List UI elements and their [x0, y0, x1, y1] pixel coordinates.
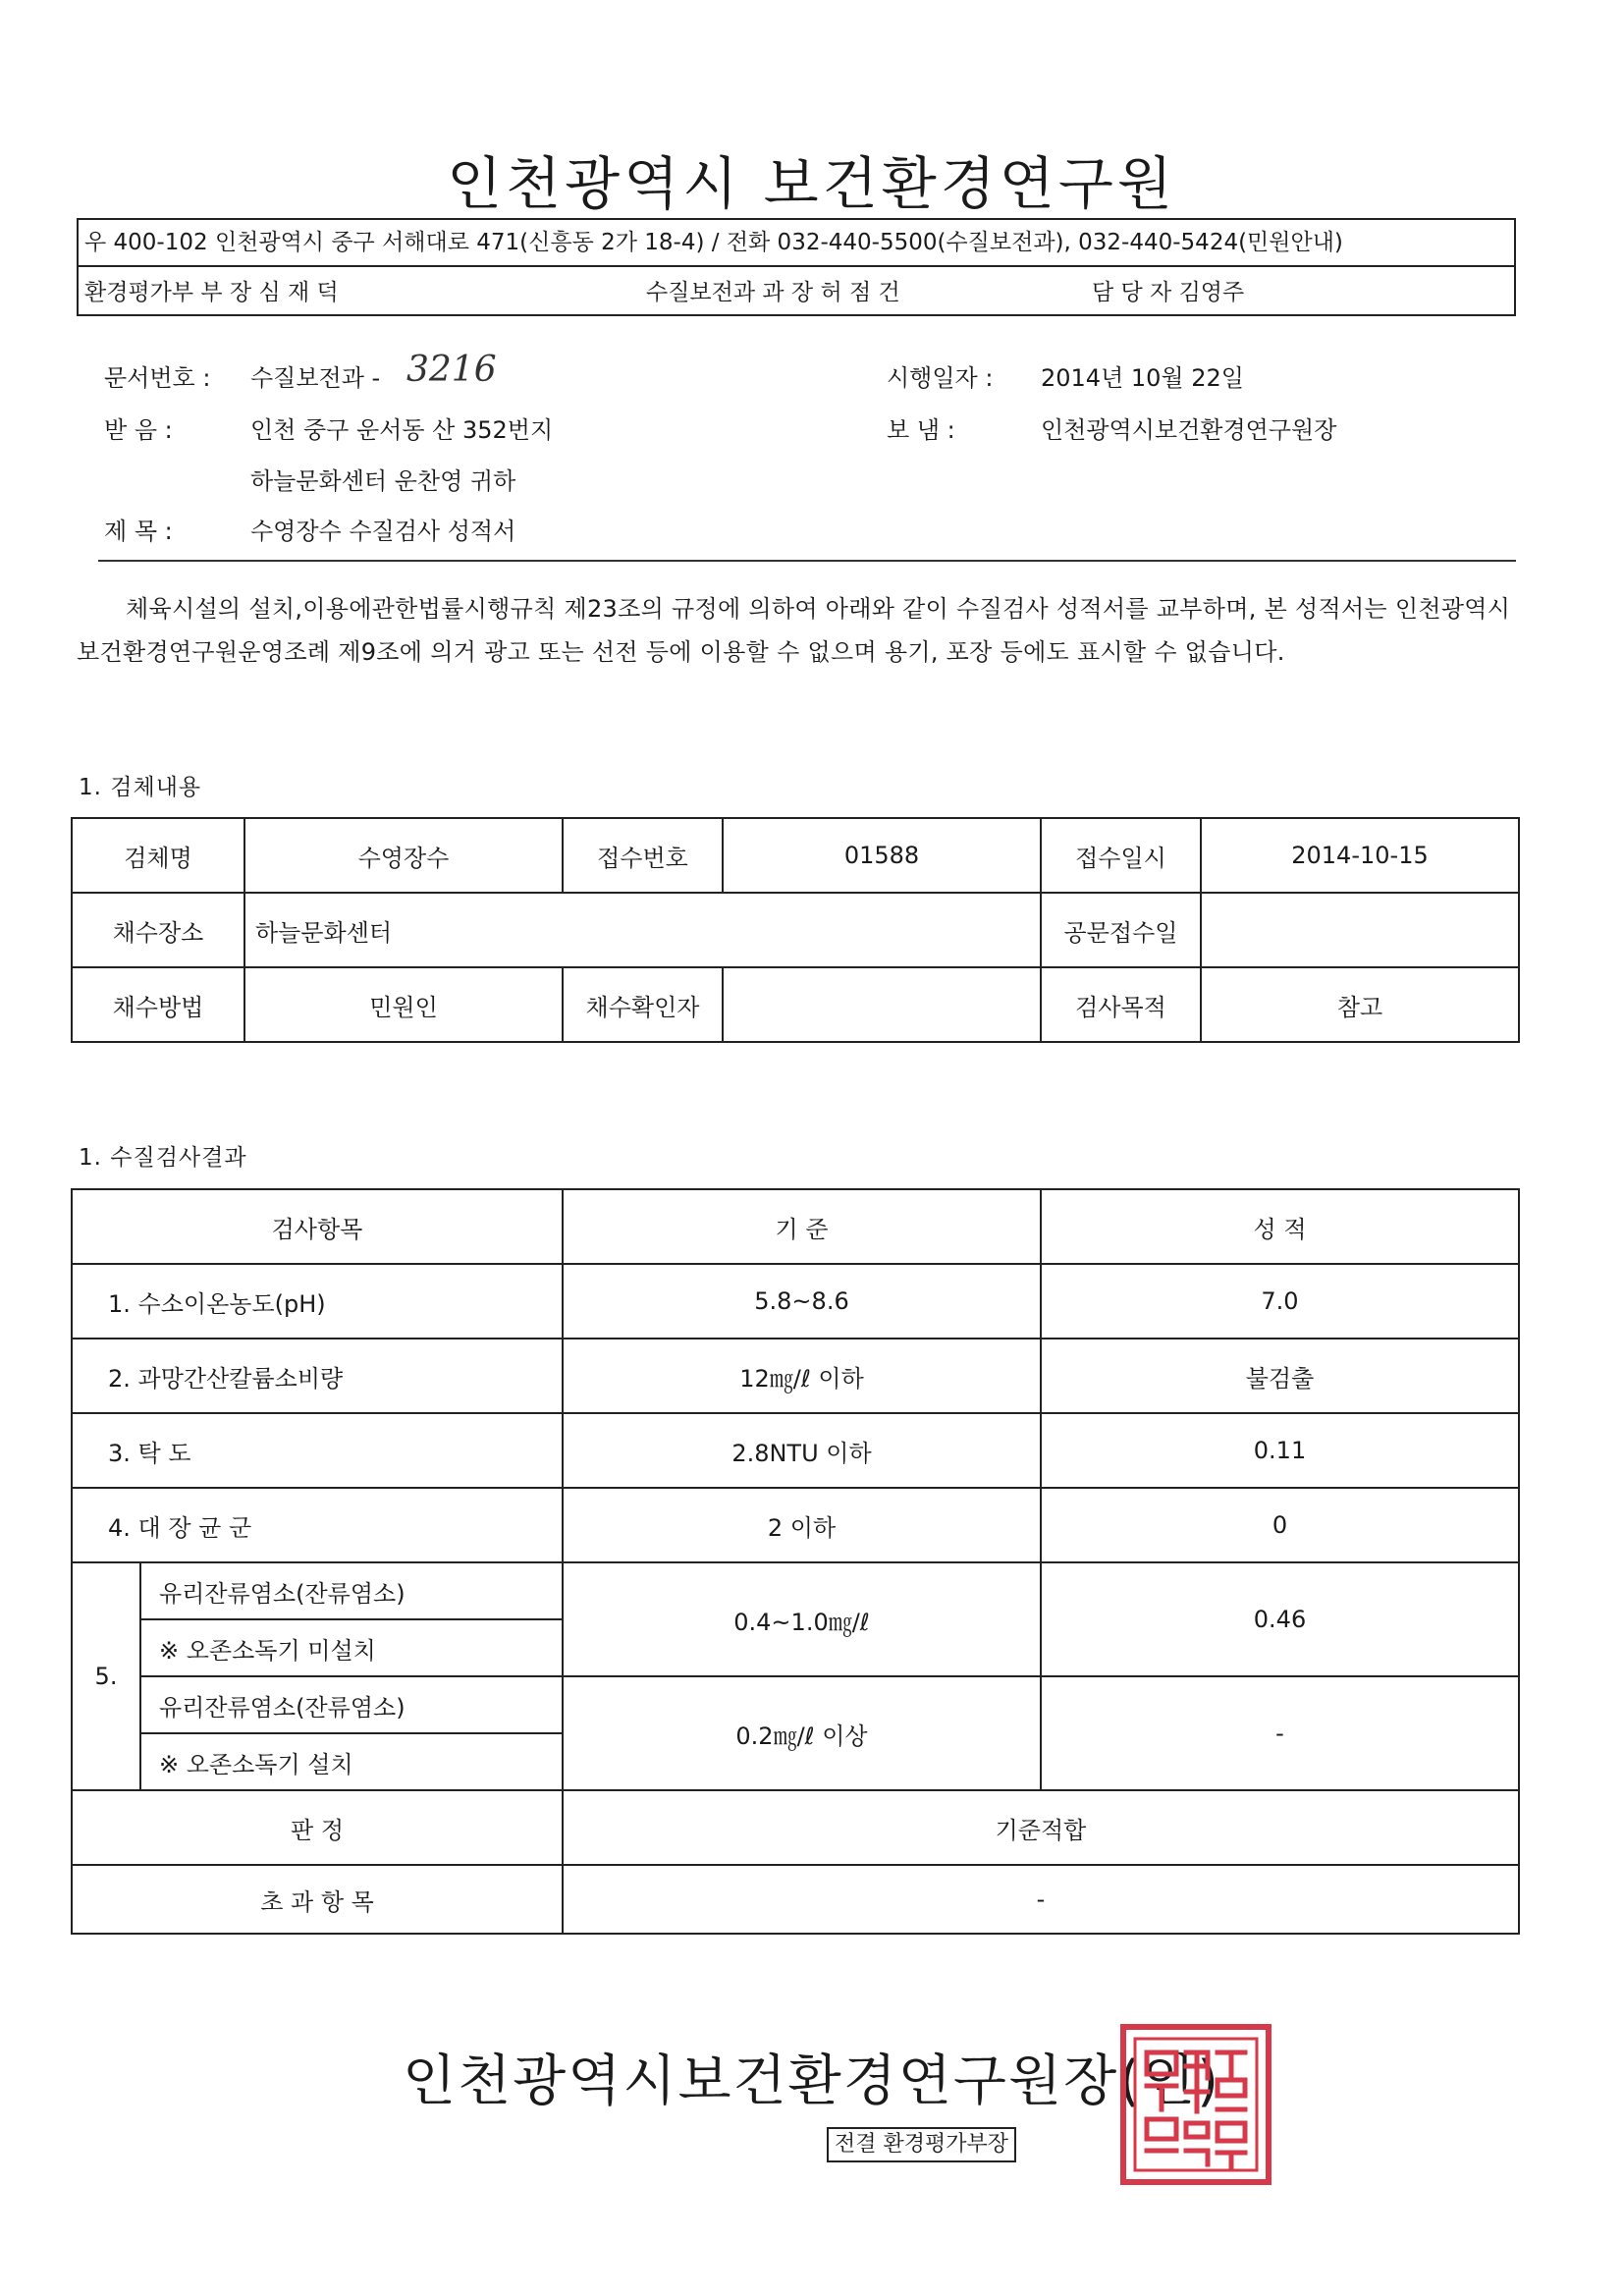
sample-info-table	[71, 817, 1520, 1043]
sender-label: 보 냄 :	[887, 416, 955, 444]
purpose-label: 검사목적	[1041, 967, 1201, 1042]
sender-value: 인천광역시보건환경연구원장	[1041, 416, 1337, 444]
recipient-line2: 하늘문화센터 운찬영 귀하	[250, 467, 516, 495]
doc-no-value: 수질보전과 -	[250, 364, 381, 392]
table-row	[72, 1413, 1519, 1488]
divider	[98, 560, 1516, 562]
official-receipt-label: 공문접수일	[1041, 893, 1201, 967]
col-header-result: 성 적	[1041, 1189, 1519, 1264]
row5a-note: ※ 오존소독기 미설치	[140, 1619, 563, 1676]
sample-name-value: 수영장수	[244, 818, 563, 893]
table-row	[72, 1339, 1519, 1413]
judgment-label: 판 정	[72, 1790, 563, 1865]
recipient-label: 받 음 :	[104, 416, 173, 444]
exceed-value: -	[563, 1865, 1519, 1934]
results-table	[71, 1188, 1520, 1935]
date-value: 2014년 10월 22일	[1041, 364, 1244, 392]
judgment-value: 기준적합	[563, 1790, 1519, 1865]
table-row	[72, 1488, 1519, 1562]
row-standard: 12㎎/ℓ 이하	[563, 1339, 1041, 1413]
row5b-result: -	[1041, 1676, 1519, 1790]
doc-no-label: 문서번호 :	[104, 364, 211, 392]
location-label: 채수장소	[72, 893, 244, 967]
receipt-no-label: 접수번호	[563, 818, 723, 893]
row5a-standard: 0.4~1.0㎎/ℓ	[563, 1562, 1041, 1676]
row5-number: 5.	[72, 1562, 140, 1790]
row-item: 2. 과망간산칼륨소비량	[72, 1339, 563, 1413]
date-label: 시행일자 :	[887, 364, 994, 392]
confirmer-value	[723, 967, 1041, 1042]
results-section-heading: 1. 수질검사결과	[79, 1145, 247, 1171]
col-header-standard: 기 준	[563, 1189, 1041, 1264]
body-paragraph: 체육시설의 설치,이용에관한법률시행규칙 제23조의 규정에 의하여 아래와 같이 수질검사 성적서를 교부하며, 본 성적서는 인천광역시보건환경연구원운영조례 제9조에 의거 광고 또는 선전 등에 이용할 수 없으며 용기, 포장 등에도 표시할 수 없습니다.	[77, 595, 1511, 666]
col-header-item: 검사항목	[72, 1189, 563, 1264]
confirmer-label: 채수확인자	[563, 967, 723, 1042]
dept-head: 환경평가부 부 장 심 재 덕	[84, 280, 339, 305]
issuer-signature: 인천광역시보건환경연구원장(인)	[402, 2050, 1221, 2113]
section-head: 수질보전과 과 장 허 점 건	[646, 280, 900, 305]
row-standard: 2.8NTU 이하	[563, 1413, 1041, 1488]
row5a-result: 0.46	[1041, 1562, 1519, 1676]
row-result: 7.0	[1041, 1264, 1519, 1339]
purpose-value: 참고	[1201, 967, 1519, 1042]
row-item: 4. 대 장 균 군	[72, 1488, 563, 1562]
row5b-standard: 0.2㎎/ℓ 이상	[563, 1676, 1041, 1790]
subject-value: 수영장수 수질검사 성적서	[250, 518, 516, 545]
staff-in-charge: 담 당 자 김영주	[1092, 280, 1245, 305]
row-item: 3. 탁 도	[72, 1413, 563, 1488]
row-result: 불검출	[1041, 1339, 1519, 1413]
delegation-label: 전결 환경평가부장	[827, 2127, 1016, 2162]
official-seal-icon	[1117, 2021, 1274, 2188]
subject-label: 제 목 :	[104, 518, 173, 545]
row-item: 1. 수소이온농도(pH)	[72, 1264, 563, 1339]
receipt-date-label: 접수일시	[1041, 818, 1201, 893]
row5a-item: 유리잔류염소(잔류염소)	[140, 1562, 563, 1619]
location-value: 하늘문화센터	[244, 893, 1041, 967]
row-result: 0.11	[1041, 1413, 1519, 1488]
sample-name-label: 검체명	[72, 818, 244, 893]
receipt-date-value: 2014-10-15	[1201, 818, 1519, 893]
document-title: 인천광역시 보건환경연구원	[447, 150, 1176, 217]
row-result: 0	[1041, 1488, 1519, 1562]
header-info-box	[77, 218, 1516, 316]
address-line: 우 400-102 인천광역시 중구 서해대로 471(신흥동 2가 18-4) / 전화 032-440-5500(수질보전과), 032-440-5424(민원안내)	[79, 220, 1514, 267]
recipient-line1: 인천 중구 운서동 산 352번지	[250, 416, 554, 444]
official-receipt-value	[1201, 893, 1519, 967]
method-value: 민원인	[244, 967, 563, 1042]
receipt-no-value: 01588	[723, 818, 1041, 893]
doc-no-handwritten: 3216	[406, 350, 497, 390]
seal-glyphs	[1147, 2052, 1245, 2166]
row5b-item: 유리잔류염소(잔류염소)	[140, 1676, 563, 1733]
method-label: 채수방법	[72, 967, 244, 1042]
row-standard: 2 이하	[563, 1488, 1041, 1562]
exceed-label: 초 과 항 목	[72, 1865, 563, 1934]
table-row	[72, 1264, 1519, 1339]
row5b-note: ※ 오존소독기 설치	[140, 1733, 563, 1790]
sample-section-heading: 1. 검체내용	[79, 775, 202, 800]
row-standard: 5.8~8.6	[563, 1264, 1041, 1339]
